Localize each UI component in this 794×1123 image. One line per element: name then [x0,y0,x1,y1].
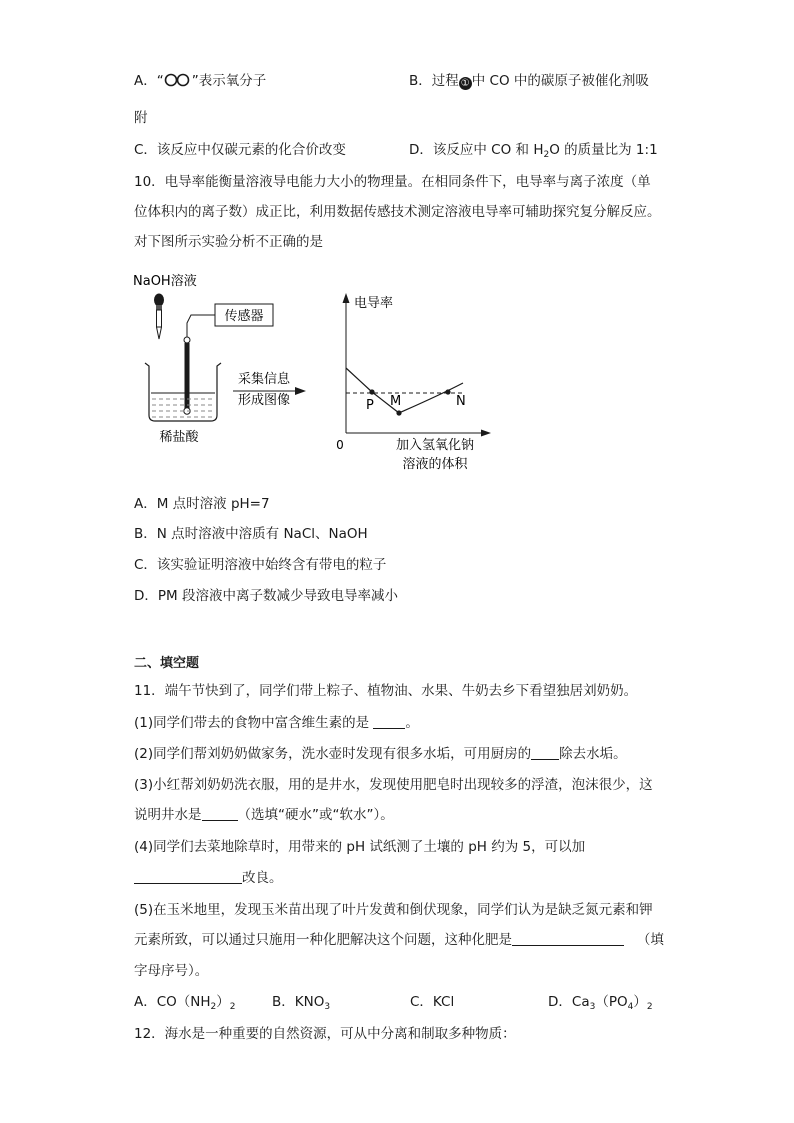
q9-option-c: C．该反应中仅碳元素的化合价改变 [134,142,346,158]
q9-option-b-wrap: 附 [134,110,148,126]
answer-blank-1[interactable] [373,714,405,729]
q10-option-c: C．该实验证明溶液中始终含有带电的粒子 [134,557,387,573]
x-axis-label-2: 溶液的体积 [402,457,468,472]
q11-part5-line3: 字母序号）。 [134,963,209,979]
q10-stem-line1: 10．电导率能衡量溶液导电能力大小的物理量。在相同条件下，电导率与离子浓度（单 [134,174,651,190]
point-p-marker [369,389,374,394]
beaker-icon [145,363,221,421]
point-n-label: N [456,394,466,409]
point-m-marker [396,410,401,415]
q9-option-b: B．过程 ① 中 CO 中的碳原子被催化剂吸 [409,73,649,89]
answer-blank-3[interactable] [202,806,238,821]
q11-stem: 11．端午节快到了，同学们带上粽子、植物油、水果、牛奶去乡下看望独居刘奶奶。 [134,683,638,699]
arrow-text-1: 采集信息 [237,372,291,387]
x-axis-label-1: 加入氢氧化钠 [395,438,475,453]
conductivity-curve [346,368,463,413]
arrow-head-icon [295,387,306,395]
q11-part5-line2: 元素所致，可以通过只施用一种化肥解决这个问题，这种化肥是 （填 [134,932,664,948]
q11-part4-line2: 改良。 [134,869,283,887]
y-axis-arrow-icon [343,293,350,303]
probe-top [184,337,190,343]
q11-part1: (1)同学们带去的食物中富含维生素的是 。 [134,715,419,731]
q11-part5-line1: (5)在玉米地里，发现玉米苗出现了叶片发黄和倒伏现象，同学们认为是缺乏氮元素和钾 [134,902,653,918]
q9-option-a: A．“ ”表示氧分子 [134,73,267,89]
q10-option-d: D．PM 段溶液中离子数减少导致电导率减小 [134,588,398,604]
q10-option-b: B．N 点时溶液中溶质有 NaCl、NaOH [134,526,368,542]
arrow-text-2: 形成图像 [237,393,291,408]
x-axis-arrow-icon [481,430,491,437]
answer-blank-2[interactable] [531,745,559,760]
q12-stem: 12．海水是一种重要的自然资源，可从中分离和制取多种物质： [134,1026,516,1042]
answer-blank-4[interactable] [134,869,242,884]
experiment-figure [125,265,545,480]
q9-option-d: D．该反应中 CO 和 $H_2O$ 的质量比为 1:1 [409,142,658,160]
dropper-icon [154,294,164,340]
q11-option-b: B．$KNO_3$ [272,994,331,1012]
q10-option-a: A．M 点时溶液 pH=7 [134,496,270,512]
q11-part3-line1: (3)小红帮刘奶奶洗衣服，用的是井水，发现使用肥皂时出现较多的浮渣，泡沫很少，这 [134,777,653,793]
q11-option-a: A．$CO(NH_2)_2$ [134,994,236,1012]
sensor-wire [187,315,215,338]
q10-stem-line3: 对下图所示实验分析不正确的是 [134,234,323,250]
q11-part2: (2)同学们帮刘奶奶做家务，洗水壶时发现有很多水垢，可用厨房的 除去水垢。 [134,746,627,762]
y-axis-label: 电导率 [354,296,394,311]
naoh-label: NaOH溶液 [133,274,197,289]
section-title: 二、填空题 [134,656,200,671]
sensor-label: 传感器 [224,309,264,324]
answer-blank-5[interactable] [512,931,624,946]
point-m-label: M [390,394,402,409]
step-one-icon: ① [459,77,472,90]
origin-label: 0 [336,438,344,452]
q11-option-d: D．$Ca_3(PO_4)_2$ [548,994,653,1012]
q11-part4-line1: (4)同学们去菜地除草时，用带来的 pH 试纸测了土壤的 pH 约为 5，可以加 [134,839,586,855]
q11-part3-line2: 说明井水是 （选填“硬水”或“软水”）。 [134,807,394,823]
point-n-marker [445,389,450,394]
acid-label: 稀盐酸 [159,430,199,445]
q11-option-c: C．KCl [410,994,455,1010]
oxygen-molecule-icon [164,73,192,87]
point-p-label: P [366,398,374,413]
q10-stem-line2: 位体积内的离子数）成正比，利用数据传感技术测定溶液电导率可辅助探究复分解反应。 [134,204,661,220]
